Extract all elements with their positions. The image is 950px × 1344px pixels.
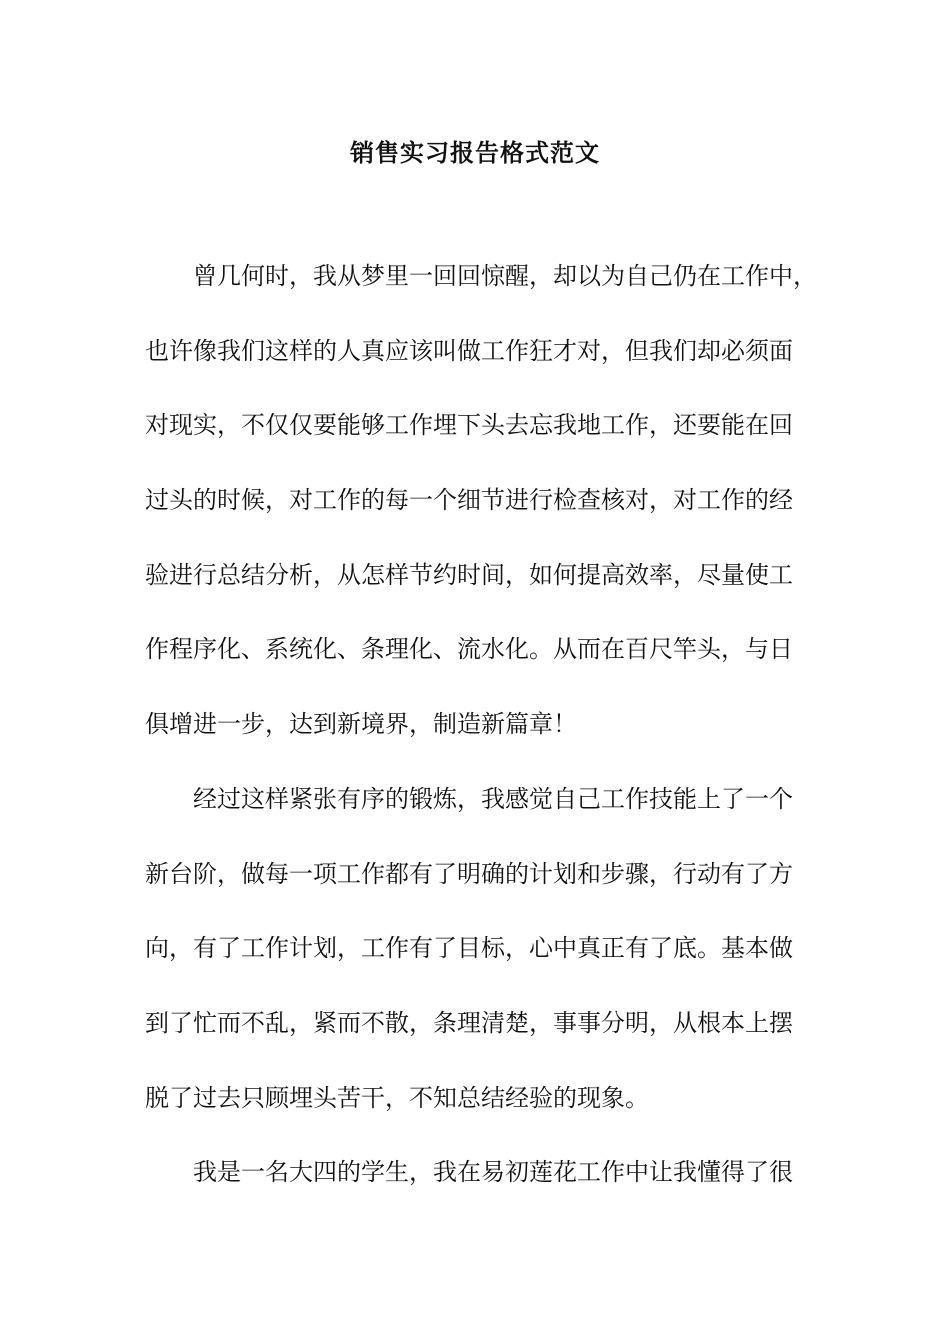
paragraph-2-line-5: 脱了过去只顾埋头苦干，不知总结经验的现象。 [145, 1084, 649, 1112]
paragraph-1-line-3: 对现实，不仅仅要能够工作埋下头去忘我地工作，还要能在回 [145, 411, 793, 439]
paragraph-2-line-2: 新台阶，做每一项工作都有了明确的计划和步骤，行动有了方 [145, 860, 793, 888]
paragraph-1-line-4: 过头的时候，对工作的每一个细节进行检查核对，对工作的经 [145, 486, 793, 514]
paragraph-1-line-7: 俱增进一步，达到新境界，制造新篇章！ [145, 710, 577, 738]
paragraph-1-line-5: 验进行总结分析，从怎样节约时间，如何提高效率，尽量使工 [145, 561, 793, 589]
paragraph-2-line-3: 向，有了工作计划，工作有了目标，心中真正有了底。基本做 [145, 934, 793, 962]
paragraph-2-line-1: 经过这样紧张有序的锻炼，我感觉自己工作技能上了一个 [193, 785, 793, 813]
paragraph-1-line-6: 作程序化、系统化、条理化、流水化。从而在百尺竿头，与日 [145, 635, 793, 663]
paragraph-2-line-4: 到了忙而不乱，紧而不散，条理清楚，事事分明，从根本上摆 [145, 1009, 793, 1037]
paragraph-3-line-1: 我是一名大四的学生，我在易初莲花工作中让我懂得了很 [193, 1158, 793, 1186]
document-title: 销售实习报告格式范文 [350, 139, 600, 167]
paragraph-1-line-2: 也许像我们这样的人真应该叫做工作狂才对，但我们却必须面 [145, 337, 793, 365]
paragraph-1-line-1: 曾几何时，我从梦里一回回惊醒，却以为自己仍在工作中， [193, 262, 817, 290]
